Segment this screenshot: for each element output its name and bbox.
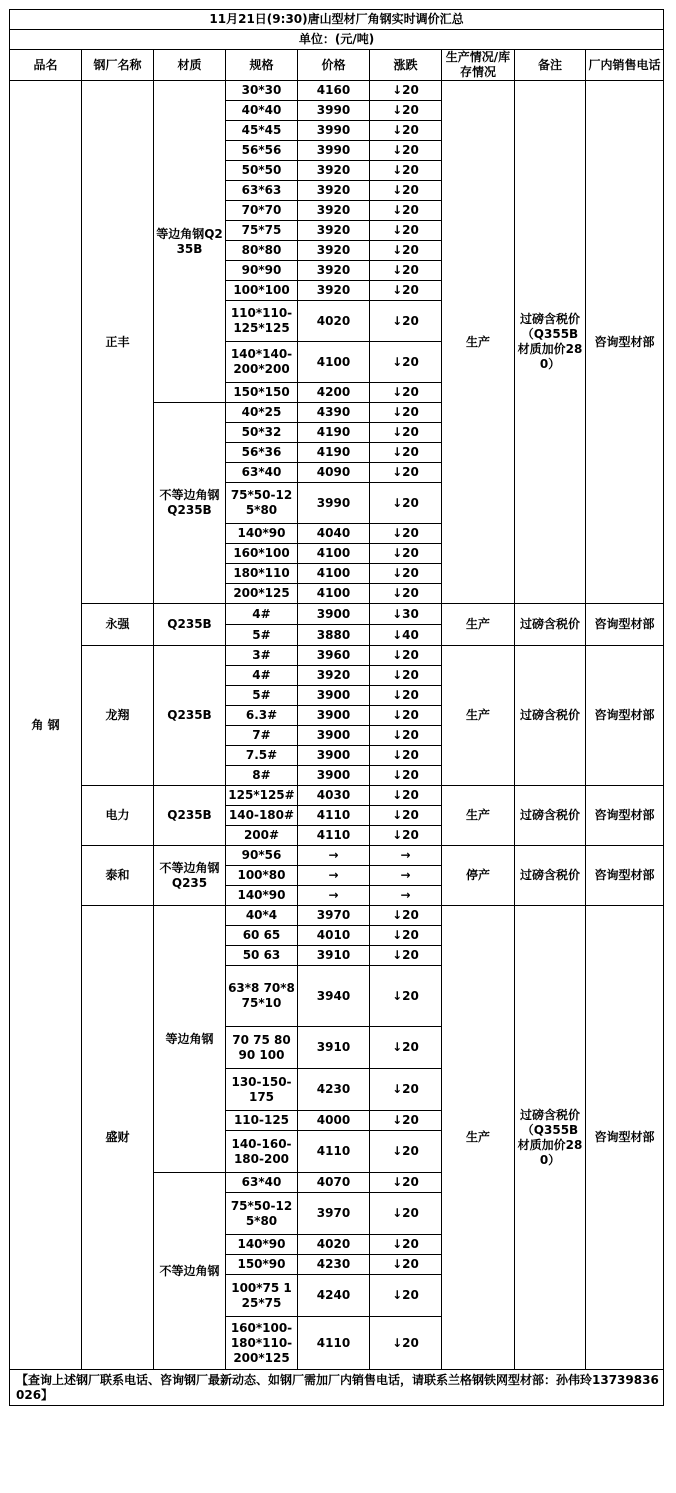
change-cell: ↓20 (370, 966, 442, 1027)
header-spec: 规格 (226, 50, 298, 81)
price-cell: 4090 (298, 463, 370, 483)
price-cell: 4100 (298, 564, 370, 584)
header-material: 材质 (154, 50, 226, 81)
material-name: 等边角钢 (154, 906, 226, 1173)
price-cell: 4100 (298, 342, 370, 383)
phone-cell: 咨询型材部 (586, 604, 664, 646)
remark-cell: 过磅含税价 (515, 786, 586, 846)
spec-cell: 5# (226, 686, 298, 706)
title-row (10, 10, 664, 30)
remark-cell: 过磅含税价 (515, 846, 586, 906)
spec-cell: 50*32 (226, 423, 298, 443)
price-cell: 4390 (298, 403, 370, 423)
phone-cell: 咨询型材部 (586, 846, 664, 906)
spec-cell: 75*50-125*80 (226, 1193, 298, 1235)
spec-cell: 70 75 80 90 100 (226, 1027, 298, 1069)
change-cell: ↓20 (370, 826, 442, 846)
spec-cell: 140-160-180-200 (226, 1131, 298, 1173)
phone-cell: 咨询型材部 (586, 906, 664, 1370)
price-cell: 4190 (298, 443, 370, 463)
price-cell: 3970 (298, 1193, 370, 1235)
mill-name: 泰和 (82, 846, 154, 906)
change-cell: ↓20 (370, 301, 442, 342)
price-cell: 3900 (298, 746, 370, 766)
table-title: 11月21日(9:30)唐山型材厂角钢实时调价汇总 (10, 10, 664, 30)
material-name: 等边角钢Q235B (154, 81, 226, 403)
header-mill: 钢厂名称 (82, 50, 154, 81)
change-cell: ↓20 (370, 1193, 442, 1235)
price-cell: 3910 (298, 946, 370, 966)
spec-cell: 200# (226, 826, 298, 846)
change-cell: ↓20 (370, 1255, 442, 1275)
change-cell: ↓20 (370, 926, 442, 946)
spec-cell: 8# (226, 766, 298, 786)
spec-cell: 100*80 (226, 866, 298, 886)
price-cell: 4110 (298, 1131, 370, 1173)
change-cell: ↓20 (370, 1131, 442, 1173)
price-cell: 4000 (298, 1111, 370, 1131)
header-remark: 备注 (515, 50, 586, 81)
status-cell: 停产 (442, 846, 515, 906)
mill-name: 盛财 (82, 906, 154, 1370)
price-cell: 3880 (298, 625, 370, 646)
spec-cell: 100*100 (226, 281, 298, 301)
change-cell: ↓20 (370, 646, 442, 666)
price-cell: 3920 (298, 241, 370, 261)
spec-cell: 90*90 (226, 261, 298, 281)
change-cell: ↓20 (370, 584, 442, 604)
spec-cell: 7# (226, 726, 298, 746)
change-cell: ↓20 (370, 1235, 442, 1255)
material-name: Q235B (154, 786, 226, 846)
status-cell: 生产 (442, 81, 515, 604)
change-cell: ↓20 (370, 686, 442, 706)
change-cell: ↓20 (370, 342, 442, 383)
spec-cell: 40*4 (226, 906, 298, 926)
change-cell: ↓20 (370, 666, 442, 686)
phone-cell: 咨询型材部 (586, 646, 664, 786)
table-row (10, 846, 664, 866)
price-cell: 3960 (298, 646, 370, 666)
price-cell: 4200 (298, 383, 370, 403)
table-row (10, 604, 664, 625)
price-cell: 3940 (298, 966, 370, 1027)
change-cell: → (370, 866, 442, 886)
price-cell: 3900 (298, 726, 370, 746)
spec-cell: 3# (226, 646, 298, 666)
spec-cell: 180*110 (226, 564, 298, 584)
spec-cell: 70*70 (226, 201, 298, 221)
spec-cell: 63*63 (226, 181, 298, 201)
change-cell: ↓20 (370, 121, 442, 141)
change-cell: ↓20 (370, 483, 442, 524)
price-cell: 3920 (298, 281, 370, 301)
material-name: Q235B (154, 604, 226, 646)
product-name: 角 钢 (10, 81, 82, 1370)
spec-cell: 63*8 70*8 75*10 (226, 966, 298, 1027)
spec-cell: 140*90 (226, 524, 298, 544)
change-cell: ↓20 (370, 221, 442, 241)
change-cell: ↓20 (370, 261, 442, 281)
status-cell: 生产 (442, 786, 515, 846)
header-row (10, 50, 664, 81)
price-cell: 3920 (298, 221, 370, 241)
price-cell: 3900 (298, 686, 370, 706)
price-cell: 3990 (298, 483, 370, 524)
change-cell: ↓20 (370, 726, 442, 746)
spec-cell: 63*40 (226, 463, 298, 483)
price-cell: → (298, 886, 370, 906)
change-cell: → (370, 886, 442, 906)
material-name: 不等边角钢Q235B (154, 403, 226, 604)
spec-cell: 60 65 (226, 926, 298, 946)
change-cell: ↓20 (370, 1275, 442, 1317)
spec-cell: 110-125 (226, 1111, 298, 1131)
change-cell: ↓30 (370, 604, 442, 625)
price-cell: 3920 (298, 261, 370, 281)
price-cell: 3900 (298, 766, 370, 786)
change-cell: ↓20 (370, 1027, 442, 1069)
change-cell: ↓20 (370, 1173, 442, 1193)
change-cell: ↓20 (370, 403, 442, 423)
price-table (9, 9, 664, 1406)
change-cell: ↓20 (370, 201, 442, 221)
price-cell: 4040 (298, 524, 370, 544)
change-cell: ↓20 (370, 1069, 442, 1111)
remark-cell: 过磅含税价（Q355B材质加价280） (515, 906, 586, 1370)
price-cell: 4230 (298, 1069, 370, 1111)
price-cell: 4110 (298, 806, 370, 826)
price-cell: 4100 (298, 584, 370, 604)
spec-cell: 90*56 (226, 846, 298, 866)
change-cell: ↓20 (370, 141, 442, 161)
change-cell: ↓20 (370, 81, 442, 101)
remark-cell: 过磅含税价（Q355B材质加价280） (515, 81, 586, 604)
footer-row (10, 1370, 664, 1406)
spec-cell: 5# (226, 625, 298, 646)
spec-cell: 140*140-200*200 (226, 342, 298, 383)
spec-cell: 160*100-180*110-200*125 (226, 1317, 298, 1370)
spec-cell: 150*90 (226, 1255, 298, 1275)
change-cell: ↓20 (370, 906, 442, 926)
header-status: 生产情况/库存情况 (442, 50, 515, 81)
change-cell: ↓20 (370, 946, 442, 966)
footer-note: 【查询上述钢厂联系电话、咨询钢厂最新动态、如钢厂需加厂内销售电话，请联系兰格钢铁网型材部：孙伟玲13739836026】 (10, 1370, 664, 1406)
header-phone: 厂内销售电话 (586, 50, 664, 81)
change-cell: ↓20 (370, 564, 442, 584)
change-cell: ↓20 (370, 706, 442, 726)
change-cell: ↓20 (370, 241, 442, 261)
change-cell: ↓20 (370, 524, 442, 544)
unit-label: 单位：(元/吨) (10, 30, 664, 50)
change-cell: ↓20 (370, 443, 442, 463)
material-name: Q235B (154, 646, 226, 786)
spec-cell: 150*150 (226, 383, 298, 403)
spec-cell: 160*100 (226, 544, 298, 564)
price-cell: 3910 (298, 1027, 370, 1069)
mill-name: 龙翔 (82, 646, 154, 786)
spec-cell: 30*30 (226, 81, 298, 101)
spec-cell: 50*50 (226, 161, 298, 181)
change-cell: ↓20 (370, 423, 442, 443)
header-price: 价格 (298, 50, 370, 81)
spec-cell: 40*25 (226, 403, 298, 423)
mill-name: 电力 (82, 786, 154, 846)
phone-cell: 咨询型材部 (586, 786, 664, 846)
spec-cell: 75*50-125*80 (226, 483, 298, 524)
spec-cell: 7.5# (226, 746, 298, 766)
price-cell: 4020 (298, 1235, 370, 1255)
price-cell: 4240 (298, 1275, 370, 1317)
phone-cell: 咨询型材部 (586, 81, 664, 604)
spec-cell: 56*36 (226, 443, 298, 463)
price-cell: 4020 (298, 301, 370, 342)
unit-row (10, 30, 664, 50)
change-cell: ↓20 (370, 181, 442, 201)
price-cell: 3920 (298, 666, 370, 686)
spec-cell: 110*110-125*125 (226, 301, 298, 342)
price-cell: 3900 (298, 706, 370, 726)
change-cell: ↓20 (370, 786, 442, 806)
change-cell: ↓20 (370, 383, 442, 403)
mill-name: 永强 (82, 604, 154, 646)
price-cell: 3970 (298, 906, 370, 926)
price-cell: 4070 (298, 1173, 370, 1193)
spec-cell: 40*40 (226, 101, 298, 121)
spec-cell: 4# (226, 666, 298, 686)
price-cell: 3990 (298, 121, 370, 141)
material-name: 不等边角钢Q235 (154, 846, 226, 906)
price-cell: 3990 (298, 141, 370, 161)
price-cell: 4110 (298, 1317, 370, 1370)
spec-cell: 100*75 125*75 (226, 1275, 298, 1317)
price-cell: 4190 (298, 423, 370, 443)
header-change: 涨跌 (370, 50, 442, 81)
table-row (10, 646, 664, 666)
price-cell: → (298, 846, 370, 866)
change-cell: ↓20 (370, 161, 442, 181)
spec-cell: 4# (226, 604, 298, 625)
price-cell: 4010 (298, 926, 370, 946)
change-cell: ↓20 (370, 1111, 442, 1131)
price-cell: 3920 (298, 181, 370, 201)
table-row (10, 81, 664, 101)
price-cell: 4110 (298, 826, 370, 846)
status-cell: 生产 (442, 646, 515, 786)
change-cell: ↓20 (370, 281, 442, 301)
mill-name: 正丰 (82, 81, 154, 604)
change-cell: ↓20 (370, 101, 442, 121)
spec-cell: 140*90 (226, 886, 298, 906)
remark-cell: 过磅含税价 (515, 646, 586, 786)
spec-cell: 200*125 (226, 584, 298, 604)
spec-cell: 140*90 (226, 1235, 298, 1255)
change-cell: ↓40 (370, 625, 442, 646)
spec-cell: 56*56 (226, 141, 298, 161)
status-cell: 生产 (442, 604, 515, 646)
spec-cell: 140-180# (226, 806, 298, 826)
spec-cell: 80*80 (226, 241, 298, 261)
price-cell: 4100 (298, 544, 370, 564)
spec-cell: 125*125# (226, 786, 298, 806)
price-cell: 3990 (298, 101, 370, 121)
remark-cell: 过磅含税价 (515, 604, 586, 646)
price-cell: 3900 (298, 604, 370, 625)
spec-cell: 45*45 (226, 121, 298, 141)
table-row (10, 786, 664, 806)
change-cell: ↓20 (370, 766, 442, 786)
price-cell: 4160 (298, 81, 370, 101)
material-name: 不等边角钢 (154, 1173, 226, 1370)
price-cell: 3920 (298, 161, 370, 181)
spec-cell: 75*75 (226, 221, 298, 241)
change-cell: ↓20 (370, 544, 442, 564)
price-cell: 4030 (298, 786, 370, 806)
price-cell: 4230 (298, 1255, 370, 1275)
change-cell: ↓20 (370, 463, 442, 483)
table-row (10, 906, 664, 926)
change-cell: ↓20 (370, 746, 442, 766)
price-cell: 3920 (298, 201, 370, 221)
spec-cell: 50 63 (226, 946, 298, 966)
status-cell: 生产 (442, 906, 515, 1370)
spec-cell: 6.3# (226, 706, 298, 726)
price-cell: → (298, 866, 370, 886)
header-product: 品名 (10, 50, 82, 81)
spec-cell: 63*40 (226, 1173, 298, 1193)
spec-cell: 130-150-175 (226, 1069, 298, 1111)
change-cell: → (370, 846, 442, 866)
change-cell: ↓20 (370, 1317, 442, 1370)
change-cell: ↓20 (370, 806, 442, 826)
